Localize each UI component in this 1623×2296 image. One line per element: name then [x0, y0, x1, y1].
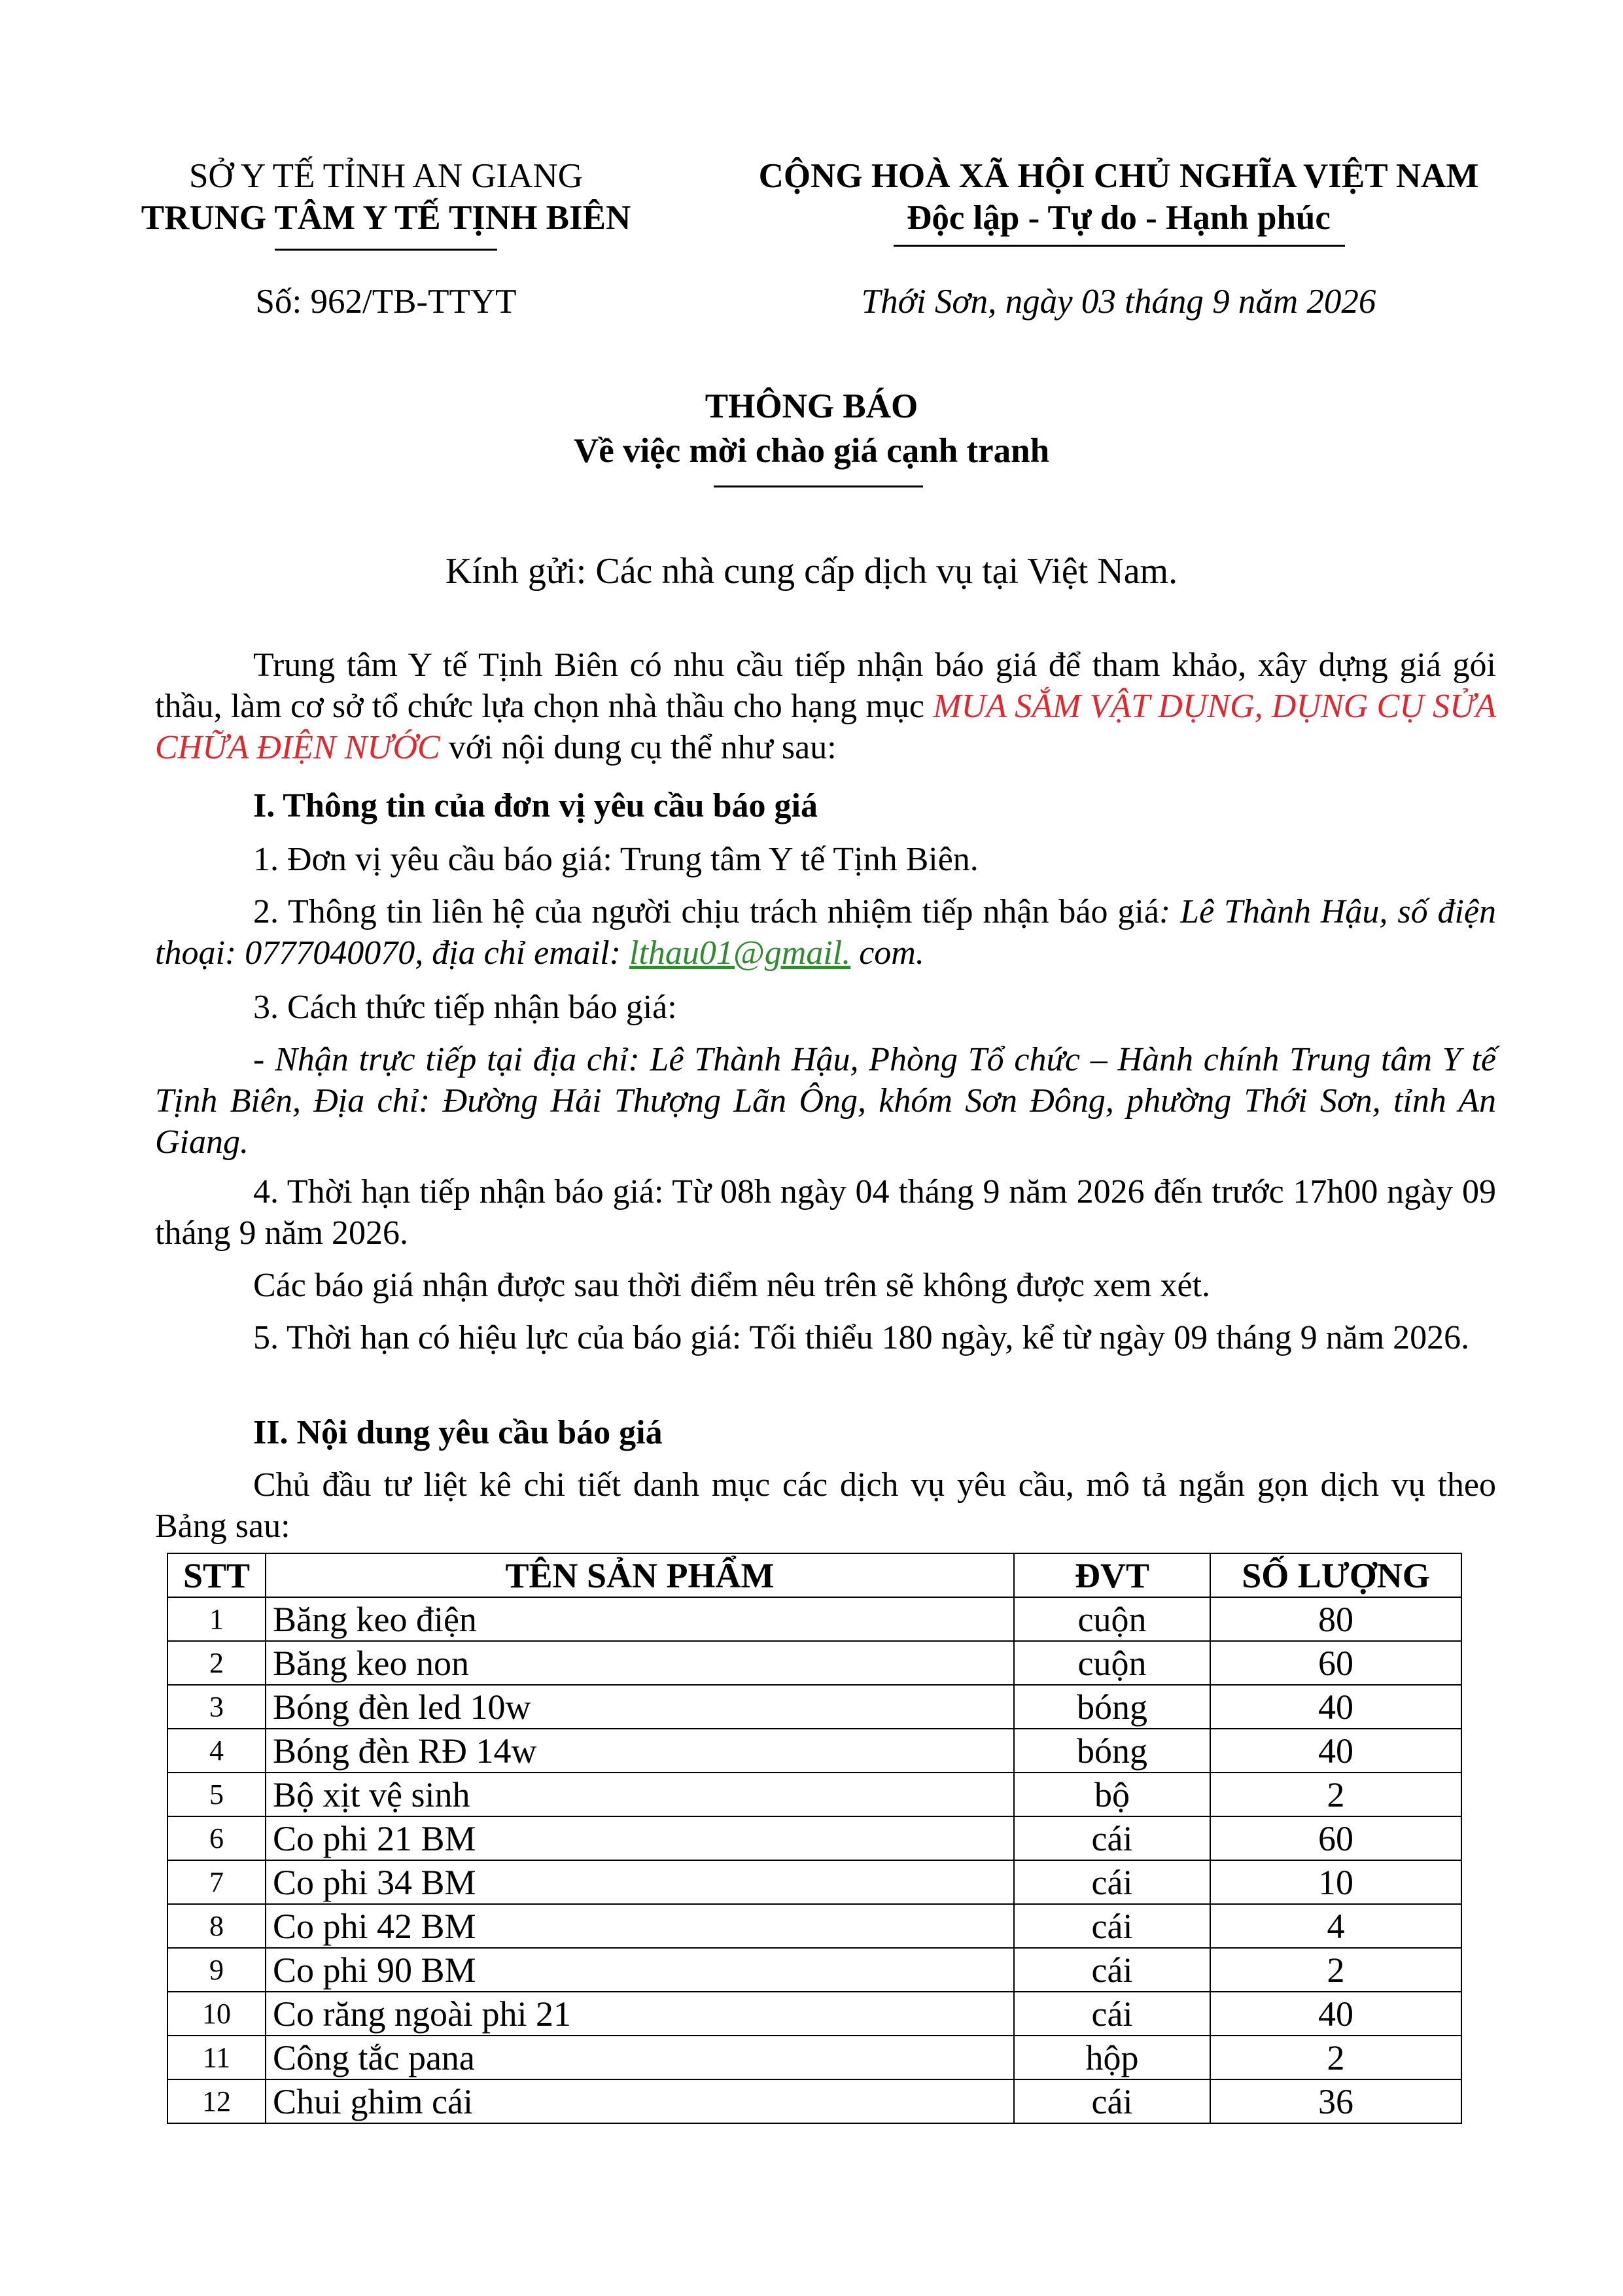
row-unit: cái: [1014, 1904, 1210, 1948]
row-product-name: Bóng đèn led 10w: [266, 1685, 1014, 1729]
row-unit: cuộn: [1014, 1597, 1210, 1641]
table-row: [167, 1904, 1461, 1948]
doc-subtitle: Về việc mời chào giá cạnh tranh: [573, 432, 1050, 470]
section1-item4: 4. Thời hạn tiếp nhận báo giá: Từ 08h ngày 04 tháng 9 năm 2026 đến trước 17h00 ngày 09 tháng 9 năm 2026.: [155, 1173, 1496, 1252]
section1-item3: 3. Cách thức tiếp nhận báo giá:: [253, 989, 677, 1026]
table-row: [167, 2079, 1461, 2123]
table-row: [167, 1860, 1461, 1904]
table-row: [167, 1597, 1461, 1641]
row-product-name: Co răng ngoài phi 21: [266, 1992, 1014, 2036]
table-header-row: [167, 1553, 1461, 1597]
item2-contact: : Lê Thành Hậu, số điện thoại: 0777040070, địa chỉ email:: [155, 893, 1496, 972]
row-stt: 2: [167, 1641, 266, 1685]
place-date: Thới Sơn, ngày 03 tháng 9 năm 2026: [861, 283, 1376, 321]
section2-heading: II. Nội dung yêu cầu báo giá: [253, 1414, 663, 1451]
row-product-name: Chui ghim cái: [266, 2079, 1014, 2123]
contact-email-link[interactable]: lthau01@gmail.: [629, 934, 851, 972]
row-stt: 11: [167, 2036, 266, 2079]
item2-suffix: com.: [850, 934, 924, 972]
org-name: TRUNG TÂM Y TẾ TỊNH BIÊN: [141, 199, 631, 237]
title-underline: [714, 486, 923, 487]
items-table: [167, 1553, 1462, 2124]
doc-number: Số: 962/TB-TTYT: [255, 283, 517, 321]
table-row: [167, 1816, 1461, 1860]
row-unit: bóng: [1014, 1685, 1210, 1729]
row-product-name: Băng keo điện: [266, 1597, 1014, 1641]
row-quantity: 40: [1210, 1685, 1461, 1729]
intro-highlight: MUA SẮM VẬT DỤNG, DỤNG CỤ SỬA CHỮA ĐIỆN NƯỚC: [155, 688, 1496, 766]
row-stt: 6: [167, 1816, 266, 1860]
header-product-name: TÊN SẢN PHẨM: [266, 1553, 1014, 1597]
row-stt: 12: [167, 2079, 266, 2123]
row-quantity: 10: [1210, 1860, 1461, 1904]
row-quantity: 2: [1210, 1773, 1461, 1816]
row-product-name: Công tắc pana: [266, 2036, 1014, 2079]
table-body: [167, 1597, 1461, 2123]
table-row: [167, 1773, 1461, 1816]
row-stt: 9: [167, 1948, 266, 1992]
row-quantity: 60: [1210, 1641, 1461, 1685]
header-quantity: SỐ LƯỢNG: [1210, 1553, 1461, 1597]
header-unit: ĐVT: [1014, 1553, 1210, 1597]
header-stt: STT: [167, 1553, 266, 1597]
row-quantity: 60: [1210, 1816, 1461, 1860]
table-row: [167, 1641, 1461, 1685]
row-stt: 5: [167, 1773, 266, 1816]
row-unit: bộ: [1014, 1773, 1210, 1816]
section2-intro: Chủ đầu tư liệt kê chi tiết danh mục các dịch vụ yêu cầu, mô tả ngắn gọn dịch vụ theo Bảng sau:: [155, 1466, 1496, 1545]
row-unit: bóng: [1014, 1729, 1210, 1773]
row-product-name: Co phi 42 BM: [266, 1904, 1014, 1948]
row-unit: cái: [1014, 2079, 1210, 2123]
item2-prefix: 2. Thông tin liên hệ của người chịu trách nhiệm tiếp nhận báo giá: [253, 893, 1159, 930]
org-parent: SỞ Y TẾ TỈNH AN GIANG: [188, 157, 584, 195]
motto-underline: [894, 245, 1345, 247]
intro-paragraph: [155, 645, 1496, 768]
table-row: [167, 2036, 1461, 2079]
row-unit: cái: [1014, 1948, 1210, 1992]
row-product-name: Co phi 34 BM: [266, 1860, 1014, 1904]
section1-note: Các báo giá nhận được sau thời điểm nêu trên sẽ không được xem xét.: [253, 1267, 1211, 1304]
table-row: [167, 1685, 1461, 1729]
recipient-line: Kính gửi: Các nhà cung cấp dịch vụ tại Việt Nam.: [445, 551, 1178, 592]
section1-heading: I. Thông tin của đơn vị yêu cầu báo giá: [253, 787, 818, 824]
section1-item5: 5. Thời hạn có hiệu lực của báo giá: Tối thiểu 180 ngày, kể từ ngày 09 tháng 9 năm 2026.: [253, 1319, 1470, 1356]
row-stt: 4: [167, 1729, 266, 1773]
row-product-name: Co phi 21 BM: [266, 1816, 1014, 1860]
row-product-name: Bộ xịt vệ sinh: [266, 1773, 1014, 1816]
section1-item2: [155, 891, 1496, 974]
row-stt: 8: [167, 1904, 266, 1948]
intro-text-before: Trung tâm Y tế Tịnh Biên có nhu cầu tiếp nhận báo giá để tham khảo, xây dựng giá gói thầu, làm cơ sở tổ chức lựa chọn nhà thầu cho hạng mục: [155, 646, 1496, 725]
row-stt: 10: [167, 1992, 266, 2036]
row-quantity: 4: [1210, 1904, 1461, 1948]
row-product-name: Bóng đèn RĐ 14w: [266, 1729, 1014, 1773]
row-quantity: 80: [1210, 1597, 1461, 1641]
row-quantity: 40: [1210, 1992, 1461, 2036]
org-underline: [275, 249, 497, 251]
row-unit: cuộn: [1014, 1641, 1210, 1685]
row-unit: cái: [1014, 1860, 1210, 1904]
row-product-name: Co phi 90 BM: [266, 1948, 1014, 1992]
row-unit: cái: [1014, 1816, 1210, 1860]
section1-item1: 1. Đơn vị yêu cầu báo giá: Trung tâm Y tế Tịnh Biên.: [253, 841, 979, 878]
row-stt: 3: [167, 1685, 266, 1729]
row-unit: cái: [1014, 1992, 1210, 2036]
row-quantity: 2: [1210, 1948, 1461, 1992]
row-quantity: 40: [1210, 1729, 1461, 1773]
table-row: [167, 1948, 1461, 1992]
row-quantity: 36: [1210, 2079, 1461, 2123]
row-quantity: 2: [1210, 2036, 1461, 2079]
motto: Độc lập - Tự do - Hạnh phúc: [907, 199, 1331, 237]
row-product-name: Băng keo non: [266, 1641, 1014, 1685]
table-row: [167, 1729, 1461, 1773]
section1-item3-detail: - Nhận trực tiếp tại địa chỉ: Lê Thành Hậu, Phòng Tổ chức – Hành chính Trung tâm Y tế Tịnh Biên, Địa chỉ: Đường Hải Thượng Lãn Ông, khóm Sơn Đông, phường Thới Sơn, tỉnh An Giang.: [155, 1041, 1496, 1161]
row-stt: 7: [167, 1860, 266, 1904]
table-row: [167, 1992, 1461, 2036]
intro-text-after: với nội dung cụ thể như sau:: [440, 729, 837, 766]
nation-name: CỘNG HOÀ XÃ HỘI CHỦ NGHĨA VIỆT NAM: [758, 157, 1479, 195]
row-unit: hộp: [1014, 2036, 1210, 2079]
doc-title: THÔNG BÁO: [705, 387, 918, 425]
row-stt: 1: [167, 1597, 266, 1641]
